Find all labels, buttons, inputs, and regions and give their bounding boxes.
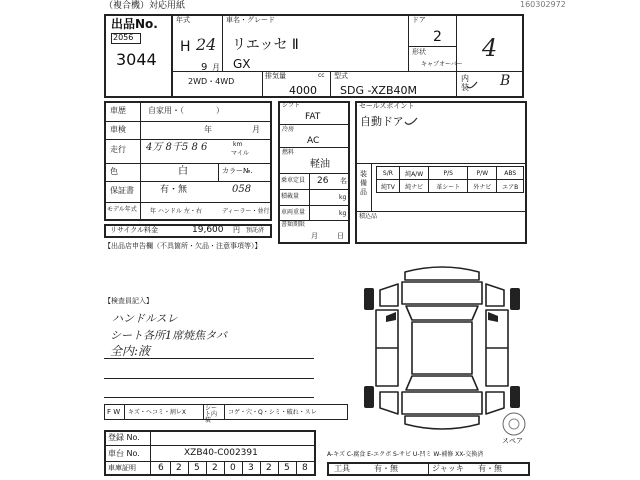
- inspection-year-unit: 年: [204, 125, 212, 134]
- model-value: SDG -XZB40M: [340, 84, 417, 97]
- weight-label: 車両重量: [281, 209, 306, 216]
- garage-digit: 5: [284, 463, 290, 473]
- mileage-label: 走行: [110, 145, 126, 154]
- garage-divider: [224, 461, 225, 476]
- capacity-value: 26: [317, 176, 329, 186]
- equip-ext-navi: 外ナビ: [468, 180, 497, 193]
- inspector-note-1: ハンドルスレ: [112, 312, 178, 325]
- aircon-value: AC: [307, 136, 320, 146]
- equip-abs: ABS: [497, 167, 524, 180]
- spare-label: スペア: [502, 437, 523, 445]
- jack-value: 有・無: [478, 464, 502, 473]
- fuel-label: 燃料: [282, 149, 295, 156]
- load-label: 積載量: [281, 193, 300, 200]
- condition-damage: キズ・ヘコミ・割レX: [128, 409, 186, 416]
- history-label: 車歴: [110, 106, 126, 115]
- recycle-label: リサイクル料金: [110, 226, 159, 234]
- recycle-unit: 円: [233, 226, 240, 234]
- load-unit: kg: [339, 194, 347, 201]
- garage-digit: 5: [194, 463, 200, 473]
- car-body-diagram: [362, 262, 522, 440]
- garage-divider: [170, 461, 171, 476]
- interior-label: 内装: [461, 74, 469, 92]
- recycle-note: 預託済: [246, 227, 265, 234]
- garage-divider: [206, 461, 207, 476]
- garage-divider: [242, 461, 243, 476]
- tools-value: 有・無: [374, 464, 398, 473]
- color-value: 白: [178, 166, 188, 177]
- lot-number: 3044: [116, 50, 157, 69]
- form-header-note: （複合機）対応用紙: [104, 1, 186, 11]
- garage-digit: 6: [158, 463, 164, 473]
- weight-unit: kg: [339, 210, 347, 217]
- garage-divider: [278, 461, 279, 476]
- year-value: 24: [196, 35, 217, 54]
- garage-divider: [260, 461, 261, 476]
- top-right-id: 160302972: [520, 0, 566, 9]
- condition-fw: F W: [107, 408, 121, 416]
- equip-pw: P/W: [468, 167, 497, 180]
- displacement-label: 排気量: [265, 72, 286, 80]
- dealer-label: ディーラー・並行: [222, 208, 270, 215]
- shift-label: シフト: [282, 102, 301, 109]
- damage-legend: A-キズ C-腐食 E-エクボ S-サビ U-凹ミ W-補修 XX-交換済: [327, 451, 484, 458]
- lot-label: 出品No.: [111, 17, 158, 31]
- equip-leather: 革シート: [429, 180, 468, 193]
- condition-burn: コゲ・穴・Q・シミ・破れ・スレ: [228, 409, 317, 416]
- garage-digit: 2: [266, 463, 272, 473]
- selling-point-value: 自動ドア: [360, 115, 404, 128]
- drive-label: 2WD・4WD: [188, 77, 235, 86]
- equip-navi: 純ナビ: [399, 180, 428, 193]
- displacement-value: 4000: [289, 84, 317, 97]
- inspection-label: 車検: [110, 125, 126, 134]
- shape-label: 形状: [412, 48, 426, 56]
- model-year-label: モデル年式: [107, 206, 137, 213]
- garage-digit: 8: [302, 463, 308, 473]
- year-month: 9: [201, 62, 208, 73]
- name-label: 車名・グレード: [226, 16, 275, 24]
- lot-stamp: 2056: [113, 33, 134, 42]
- cabover-label: キャブオーバー: [421, 61, 463, 68]
- handle-label: 年 ハンドル 左・右: [150, 208, 202, 215]
- equipment-label: 装備品: [360, 170, 367, 196]
- inspector-note-3: 全内:液: [110, 344, 151, 358]
- warranty-handwritten: 058: [232, 184, 252, 195]
- aircon-label: 冷房: [282, 126, 295, 133]
- history-table: [104, 101, 272, 221]
- equipment-grid: [376, 166, 524, 193]
- capacity-label: 乗車定員: [281, 177, 306, 184]
- tools-label: 工具: [334, 464, 350, 473]
- equip-tv: 純TV: [377, 180, 400, 193]
- expiry-day: 日: [337, 232, 344, 240]
- score: 4: [482, 34, 498, 62]
- checkmark-icon: [466, 80, 478, 92]
- mileage-unit-mile: マイル: [231, 150, 249, 157]
- inspector-note-2: シート各所1席焼焦タバ: [110, 329, 227, 342]
- inspection-month-unit: 月: [252, 125, 260, 134]
- door-count: 2: [433, 29, 442, 45]
- garage-digit: 3: [248, 463, 254, 473]
- checkmark-icon: [404, 116, 418, 128]
- equip-sr: S/R: [377, 167, 400, 180]
- condition-seat: シート内装: [205, 405, 218, 424]
- interior-grade: B: [500, 73, 511, 89]
- reg-no-label: 登録 No.: [108, 433, 140, 442]
- equip-alloy: 純A/W: [399, 167, 428, 180]
- equip-ps: P/S: [429, 167, 468, 180]
- year-label: 年式: [176, 16, 190, 24]
- garage-digit: 2: [212, 463, 218, 473]
- expiry-month: 月: [311, 232, 318, 240]
- seller-disclaimer: 【出品店申告欄（不具箇所・欠品・注意事項等）】: [104, 242, 262, 250]
- year-month-suffix: 月: [212, 63, 220, 72]
- extra-items-label: 積込品: [359, 213, 378, 220]
- garage-label: 車庫証明: [108, 464, 136, 472]
- mileage-value: 4万 8千5 8 6: [146, 142, 208, 153]
- year-era: H: [180, 39, 191, 55]
- expiry-label: 書類期限: [281, 221, 306, 228]
- cc-unit: cc: [318, 72, 325, 79]
- history-value: 自家用・（ ）: [148, 106, 224, 115]
- selling-point-label: セールスポイント: [359, 102, 415, 110]
- fuel-value: 軽油: [310, 159, 330, 170]
- vehicle-name: リエッセ Ⅱ: [232, 37, 299, 53]
- vehicle-grade: GX: [233, 57, 251, 71]
- warranty-value: 有・無: [160, 185, 188, 195]
- mileage-unit-km: km: [233, 141, 243, 148]
- garage-digit: 2: [176, 463, 182, 473]
- chassis-label: 車台 No.: [108, 449, 140, 458]
- garage-divider: [188, 461, 189, 476]
- door-label: ドア: [412, 16, 426, 24]
- capacity-unit: 名: [340, 177, 347, 185]
- spare-tire-icon: [500, 410, 528, 438]
- color-no-label: カラー№.: [222, 167, 253, 175]
- chassis-value: XZB40-C002391: [184, 448, 258, 458]
- shift-value: FAT: [305, 112, 321, 122]
- garage-digit: 0: [230, 463, 236, 473]
- inspector-label: 【検査員記入】: [104, 297, 153, 305]
- model-label: 型式: [334, 72, 348, 80]
- garage-divider: [296, 461, 297, 476]
- warranty-label: 保証書: [110, 186, 134, 195]
- jack-label: ジャッキ: [432, 464, 464, 473]
- color-label: 色: [110, 167, 118, 176]
- equip-airbag: エアB: [497, 180, 524, 193]
- recycle-value: 19,600: [192, 225, 224, 235]
